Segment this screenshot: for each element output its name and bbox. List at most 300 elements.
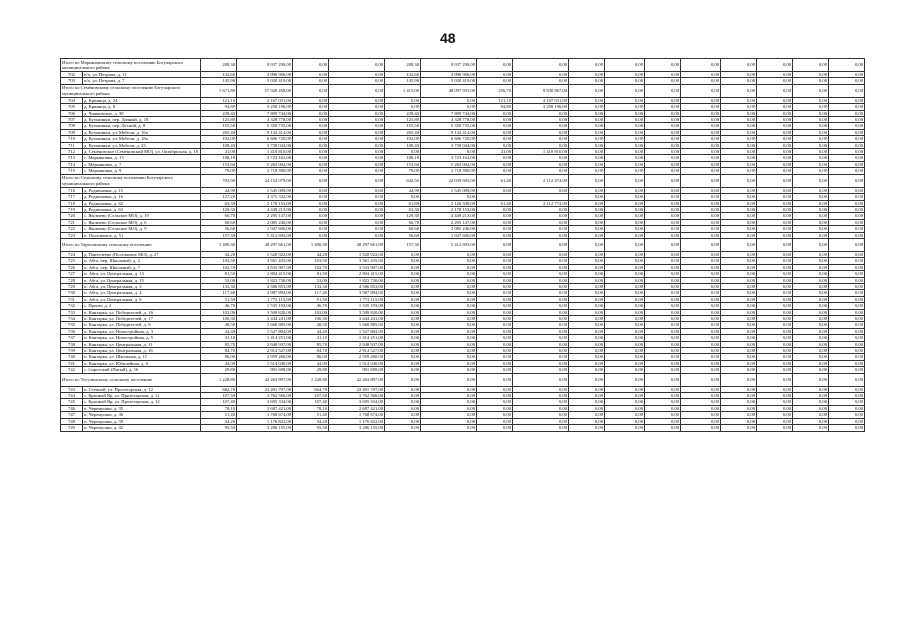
value-cell: 0,00: [421, 283, 477, 289]
value-cell: 1 520 922,00: [329, 251, 385, 257]
value-cell: 0,00: [385, 386, 421, 392]
value-cell: 0,00: [681, 168, 721, 174]
value-cell: 0,00: [605, 412, 645, 418]
row-number: 723: [61, 232, 83, 238]
value-cell: 0,00: [421, 418, 477, 424]
value-cell: 0,00: [793, 271, 829, 277]
value-cell: 44,20: [293, 251, 329, 257]
value-cell: 0,00: [681, 155, 721, 161]
address-cell: с. Пронег, д. 2: [83, 303, 201, 309]
value-cell: 117,40: [293, 290, 329, 296]
value-cell: 0,00: [793, 219, 829, 225]
address-cell: с. Марьяновка, д. 9: [83, 168, 201, 174]
value-cell: 0,00: [477, 348, 513, 354]
value-cell: 0,00: [605, 129, 645, 135]
row-number: 704: [61, 97, 83, 103]
value-cell: 0,00: [721, 322, 757, 328]
value-cell: 0,00: [605, 360, 645, 366]
value-cell: 0,00: [293, 142, 329, 148]
value-cell: 0,00: [645, 405, 681, 411]
value-cell: 3 987 894,00: [237, 290, 293, 296]
value-cell: 0,00: [513, 129, 569, 135]
subtotal-title: Итого по Семёновскому сельскому поселению Богучарского муниципального района: [61, 84, 201, 97]
value-cell: 1 535 193,00: [237, 303, 293, 309]
housing-register-table: [60, 58, 865, 432]
value-cell: 2 112 474,00: [513, 174, 569, 187]
value-cell: 0,00: [793, 136, 829, 142]
address-cell: с. Яковлево (Сельское МО), д. 9: [83, 226, 201, 232]
value-cell: 0,00: [293, 84, 329, 97]
value-cell: 0,00: [477, 405, 513, 411]
value-cell: 0,00: [721, 97, 757, 103]
value-cell: 0,00: [569, 328, 605, 334]
value-cell: 0,00: [681, 393, 721, 399]
value-cell: 0,00: [681, 309, 721, 315]
value-cell: 0,00: [513, 258, 569, 264]
value-cell: 3 561 435,00: [237, 258, 293, 264]
value-cell: 0,00: [329, 194, 385, 200]
value-cell: 0,00: [721, 393, 757, 399]
value-cell: 0,00: [757, 194, 793, 200]
value-cell: 0,00: [793, 328, 829, 334]
value-cell: 228,40: [385, 110, 421, 116]
value-cell: 102,00: [201, 309, 237, 315]
value-cell: 0,00: [645, 155, 681, 161]
value-cell: 0,00: [569, 290, 605, 296]
value-cell: 0,00: [605, 328, 645, 334]
value-cell: 0,00: [721, 84, 757, 97]
value-cell: 0,00: [721, 129, 757, 135]
value-cell: 0,00: [385, 405, 421, 411]
value-cell: 0,00: [829, 174, 865, 187]
value-cell: 0,00: [721, 373, 757, 386]
value-cell: 78,10: [201, 405, 237, 411]
value-cell: 0,00: [721, 425, 757, 431]
value-cell: 0,00: [793, 335, 829, 341]
value-cell: 0,00: [681, 149, 721, 155]
value-cell: 0,00: [721, 341, 757, 347]
row-number: 711: [61, 142, 83, 148]
value-cell: 1 514 040,00: [329, 360, 385, 366]
value-cell: 0,00: [829, 78, 865, 84]
value-cell: 0,00: [645, 161, 681, 167]
address-cell: с. Сиротский (Пятый), д. 16: [83, 367, 201, 373]
value-cell: 0,00: [645, 187, 681, 193]
value-cell: 0,00: [681, 328, 721, 334]
value-cell: 0,00: [721, 142, 757, 148]
value-cell: 0,00: [513, 168, 569, 174]
value-cell: 100,30: [293, 316, 329, 322]
value-cell: 63,30: [385, 206, 421, 212]
value-cell: 0,00: [477, 418, 513, 424]
value-cell: 0,00: [721, 213, 757, 219]
value-cell: 0,00: [757, 399, 793, 405]
row-number: 732: [61, 303, 83, 309]
value-cell: 1 668 885,00: [329, 322, 385, 328]
value-cell: 0,00: [513, 335, 569, 341]
value-cell: 0,00: [757, 161, 793, 167]
value-cell: 133,30: [201, 283, 237, 289]
value-cell: 2 959 260,00: [237, 354, 293, 360]
value-cell: 1 520 922,00: [237, 251, 293, 257]
value-cell: 0,00: [681, 405, 721, 411]
value-cell: 46,70: [201, 303, 237, 309]
value-cell: 0,00: [477, 187, 513, 193]
value-cell: 0,00: [793, 373, 829, 386]
value-cell: 0,00: [757, 412, 793, 418]
value-cell: 0,00: [569, 84, 605, 97]
register-table-sheet: [60, 58, 863, 628]
value-cell: 0,00: [477, 296, 513, 302]
value-cell: 0,00: [645, 219, 681, 225]
value-cell: 0,00: [569, 161, 605, 167]
value-cell: 125,80: [385, 117, 421, 123]
value-cell: 3 561 435,00: [329, 258, 385, 264]
row-number: 706: [61, 110, 83, 116]
value-cell: 0,00: [329, 136, 385, 142]
value-cell: 2 295 147,00: [237, 213, 293, 219]
value-cell: 0,00: [645, 238, 681, 251]
value-cell: 0,00: [293, 149, 329, 155]
value-cell: 0,00: [385, 309, 421, 315]
value-cell: 0,00: [757, 322, 793, 328]
value-cell: 0,00: [293, 129, 329, 135]
value-cell: 0,00: [513, 142, 569, 148]
value-cell: 0,00: [645, 348, 681, 354]
value-cell: 42 263 897,00: [329, 373, 385, 386]
value-cell: 0,00: [569, 194, 605, 200]
value-cell: 48 297 661,00: [329, 238, 385, 251]
value-cell: 0,00: [793, 161, 829, 167]
value-cell: 29,80: [201, 367, 237, 373]
value-cell: 0,00: [721, 360, 757, 366]
row-number: 725: [61, 258, 83, 264]
value-cell: 6 606 720,00: [237, 136, 293, 142]
value-cell: 0,00: [721, 194, 757, 200]
value-cell: 0,00: [605, 367, 645, 373]
value-cell: 0,00: [645, 264, 681, 270]
value-cell: 0,00: [513, 219, 569, 225]
value-cell: 0,00: [681, 322, 721, 328]
value-cell: 0,00: [385, 194, 421, 200]
value-cell: 34,20: [293, 418, 329, 424]
value-cell: 0,00: [605, 213, 645, 219]
value-cell: 0,00: [513, 232, 569, 238]
value-cell: 0,00: [329, 200, 385, 206]
value-cell: 0,00: [645, 142, 681, 148]
value-cell: 0,00: [793, 360, 829, 366]
value-cell: 0,00: [645, 393, 681, 399]
value-cell: 0,00: [605, 418, 645, 424]
address-cell: д. Родионовка, д. 16: [83, 194, 201, 200]
value-cell: 2 178 153,00: [421, 206, 477, 212]
row-number: 731: [61, 296, 83, 302]
value-cell: 0,00: [757, 155, 793, 161]
value-cell: 0,00: [421, 316, 477, 322]
value-cell: 0,00: [605, 303, 645, 309]
value-cell: 192,00: [385, 136, 421, 142]
value-cell: 133,30: [293, 283, 329, 289]
value-cell: 265,40: [201, 129, 237, 135]
value-cell: 0,00: [757, 174, 793, 187]
row-number: 721: [61, 219, 83, 225]
value-cell: 0,00: [605, 373, 645, 386]
value-cell: 0,00: [681, 72, 721, 78]
value-cell: 0,00: [421, 386, 477, 392]
value-cell: 0,00: [605, 271, 645, 277]
value-cell: 85,70: [293, 341, 329, 347]
value-cell: 4 328 778,00: [237, 117, 293, 123]
value-cell: 0,00: [293, 174, 329, 187]
value-cell: 2 718 390,00: [237, 168, 293, 174]
value-cell: 85,70: [201, 341, 237, 347]
value-cell: 0,00: [757, 258, 793, 264]
address-cell: с. Яковлево (Сельское МО), д. 19: [83, 213, 201, 219]
value-cell: 22 039 605,00: [421, 174, 477, 187]
value-cell: 0,00: [569, 174, 605, 187]
value-cell: 0,00: [569, 251, 605, 257]
value-cell: 103,50: [293, 258, 329, 264]
value-cell: 0,00: [793, 187, 829, 193]
value-cell: 0,00: [569, 226, 605, 232]
value-cell: 0,00: [793, 226, 829, 232]
value-cell: 0,00: [329, 168, 385, 174]
value-cell: 0,00: [569, 129, 605, 135]
value-cell: 0,00: [421, 296, 477, 302]
value-cell: 0,00: [829, 277, 865, 283]
value-cell: 0,00: [721, 149, 757, 155]
value-cell: 0,00: [513, 373, 569, 386]
value-cell: 0,00: [757, 296, 793, 302]
value-cell: 0,00: [605, 290, 645, 296]
value-cell: 0,00: [421, 341, 477, 347]
value-cell: 0,00: [757, 168, 793, 174]
address-cell: п. Абга, пер. Школьный, д. 7: [83, 264, 201, 270]
value-cell: 2 687 421,00: [237, 405, 293, 411]
value-cell: 53,00: [293, 277, 329, 283]
row-number: 707: [61, 117, 83, 123]
value-cell: 0,00: [721, 277, 757, 283]
value-cell: 0,00: [681, 161, 721, 167]
value-cell: 0,00: [605, 78, 645, 84]
value-cell: 0,00: [329, 213, 385, 219]
value-cell: 29,80: [293, 367, 329, 373]
value-cell: 0,00: [681, 110, 721, 116]
row-number: 712: [61, 149, 83, 155]
value-cell: 0,00: [757, 290, 793, 296]
value-cell: 0,00: [605, 187, 645, 193]
value-cell: 0,00: [681, 78, 721, 84]
value-cell: 0,00: [293, 226, 329, 232]
value-cell: 0,00: [645, 412, 681, 418]
value-cell: 5 350 735,00: [237, 123, 293, 129]
value-cell: 44,40: [201, 328, 237, 334]
value-cell: 0,00: [605, 72, 645, 78]
value-cell: 0,00: [421, 405, 477, 411]
value-cell: 0,00: [829, 142, 865, 148]
value-cell: 0,00: [681, 283, 721, 289]
value-cell: 0,00: [513, 136, 569, 142]
value-cell: 0,00: [829, 72, 865, 78]
value-cell: 0,00: [605, 123, 645, 129]
value-cell: 0,00: [421, 367, 477, 373]
value-cell: 0,00: [757, 226, 793, 232]
value-cell: 2 959 260,00: [329, 354, 385, 360]
value-cell: 0,00: [513, 322, 569, 328]
value-cell: 0,00: [385, 290, 421, 296]
value-cell: 0,00: [793, 251, 829, 257]
value-cell: 0,00: [829, 187, 865, 193]
value-cell: 0,00: [721, 238, 757, 251]
value-cell: 1 535 193,00: [329, 303, 385, 309]
address-cell: п. Абга, ул. Центральная, д. 3: [83, 283, 201, 289]
value-cell: 102,70: [293, 264, 329, 270]
value-cell: 0,00: [421, 412, 477, 418]
value-cell: 3 286 155,00: [329, 425, 385, 431]
value-cell: 0,00: [721, 251, 757, 257]
address-cell: д. Родионовка, д. 62: [83, 200, 201, 206]
value-cell: 84,70: [293, 348, 329, 354]
value-cell: 0,00: [329, 104, 385, 110]
value-cell: 0,00: [293, 161, 329, 167]
row-number: 730: [61, 290, 83, 296]
value-cell: 0,00: [569, 232, 605, 238]
value-cell: 0,00: [477, 258, 513, 264]
value-cell: 0,00: [513, 226, 569, 232]
row-number: 722: [61, 226, 83, 232]
subtotal-title: Итого по Сельскому сельскому поселению Богучарского муниципального района: [61, 174, 201, 187]
address-cell: с. Красный Яр, ул. Пролетарская, д. 11: [83, 393, 201, 399]
value-cell: 3 987 894,00: [329, 290, 385, 296]
address-cell: п. Кантарка, ул. Центральная, д. 16: [83, 348, 201, 354]
value-cell: 0,00: [645, 174, 681, 187]
value-cell: 0,00: [513, 110, 569, 116]
value-cell: 0,00: [477, 399, 513, 405]
value-cell: 0,00: [605, 161, 645, 167]
value-cell: 2 295 147,00: [421, 219, 477, 225]
value-cell: 0,00: [793, 110, 829, 116]
value-cell: 0,00: [477, 219, 513, 225]
value-cell: 0,00: [421, 360, 477, 366]
value-cell: 3 258 196,00: [237, 104, 293, 110]
value-cell: 0,00: [793, 97, 829, 103]
value-cell: 0,00: [421, 290, 477, 296]
value-cell: 0,00: [385, 412, 421, 418]
value-cell: 0,00: [721, 309, 757, 315]
value-cell: 0,00: [385, 341, 421, 347]
value-cell: 0,00: [513, 367, 569, 373]
value-cell: 0,00: [513, 283, 569, 289]
value-cell: 0,00: [681, 97, 721, 103]
value-cell: 0,00: [793, 232, 829, 238]
row-number: 738: [61, 341, 83, 347]
value-cell: 60,60: [385, 226, 421, 232]
value-cell: 95,50: [201, 425, 237, 431]
value-cell: 0,00: [829, 354, 865, 360]
value-cell: 0,00: [329, 187, 385, 193]
value-cell: 0,00: [793, 399, 829, 405]
value-cell: 0,00: [829, 155, 865, 161]
value-cell: 0,00: [477, 232, 513, 238]
value-cell: 0,00: [477, 238, 513, 251]
value-cell: 0,00: [829, 373, 865, 386]
subtotal-title: Итого по Тарасовскому сельскому поселению: [61, 238, 201, 251]
value-cell: 0,00: [385, 104, 421, 110]
value-cell: 0,00: [477, 290, 513, 296]
value-cell: 0,00: [721, 412, 757, 418]
value-cell: 0,00: [645, 316, 681, 322]
value-cell: 703,90: [201, 174, 237, 187]
value-cell: 108,40: [201, 142, 237, 148]
address-cell: д. Чашковское, д. 38: [83, 110, 201, 116]
value-cell: 3 286 155,00: [237, 425, 293, 431]
row-number: 705: [61, 104, 83, 110]
value-cell: 0,00: [477, 251, 513, 257]
value-cell: 0,00: [681, 277, 721, 283]
value-cell: 0,00: [757, 117, 793, 123]
address-cell: п. Черемушки, д. 36: [83, 412, 201, 418]
value-cell: 0,00: [605, 296, 645, 302]
value-cell: 0,00: [681, 59, 721, 72]
value-cell: 100,30: [201, 316, 237, 322]
value-cell: 56,60: [201, 226, 237, 232]
value-cell: 0,00: [569, 72, 605, 78]
value-cell: 0,00: [421, 309, 477, 315]
value-cell: 0,00: [757, 360, 793, 366]
value-cell: 0,00: [385, 296, 421, 302]
value-cell: 0,00: [829, 264, 865, 270]
value-cell: 0,00: [605, 155, 645, 161]
value-cell: 0,00: [721, 264, 757, 270]
value-cell: 0,00: [569, 117, 605, 123]
value-cell: 0,00: [513, 277, 569, 283]
value-cell: 0,00: [421, 264, 477, 270]
value-cell: 0,00: [721, 155, 757, 161]
value-cell: 0,00: [293, 206, 329, 212]
value-cell: 0,00: [829, 97, 865, 103]
value-cell: 107,50: [293, 393, 329, 399]
value-cell: 0,00: [829, 200, 865, 206]
value-cell: 0,00: [793, 123, 829, 129]
value-cell: 0,00: [477, 373, 513, 386]
value-cell: 0,00: [721, 290, 757, 296]
value-cell: 0,00: [721, 72, 757, 78]
value-cell: 0,00: [513, 418, 569, 424]
value-cell: 1 947 606,00: [237, 226, 293, 232]
value-cell: 0,00: [681, 367, 721, 373]
value-cell: 228,40: [201, 110, 237, 116]
address-cell: д. Кузьминки, пер. Лесной, д. 8: [83, 123, 201, 129]
value-cell: 48 097 591,00: [421, 84, 477, 97]
address-cell: п. Черемушки, д. 35: [83, 405, 201, 411]
value-cell: 0,00: [793, 78, 829, 84]
value-cell: 664,70: [293, 386, 329, 392]
value-cell: 0,00: [293, 213, 329, 219]
value-cell: 0,00: [645, 296, 681, 302]
value-cell: 0,00: [681, 290, 721, 296]
value-cell: 0,00: [385, 360, 421, 366]
value-cell: 0,00: [645, 200, 681, 206]
value-cell: 0,00: [829, 290, 865, 296]
value-cell: 102,00: [293, 309, 329, 315]
value-cell: 0,00: [569, 412, 605, 418]
value-cell: 0,00: [757, 136, 793, 142]
value-cell: 0,00: [477, 354, 513, 360]
value-cell: 1 527 804,00: [237, 328, 293, 334]
value-cell: 0,00: [513, 354, 569, 360]
value-cell: 0,00: [421, 393, 477, 399]
value-cell: 1 176 822,00: [237, 418, 293, 424]
